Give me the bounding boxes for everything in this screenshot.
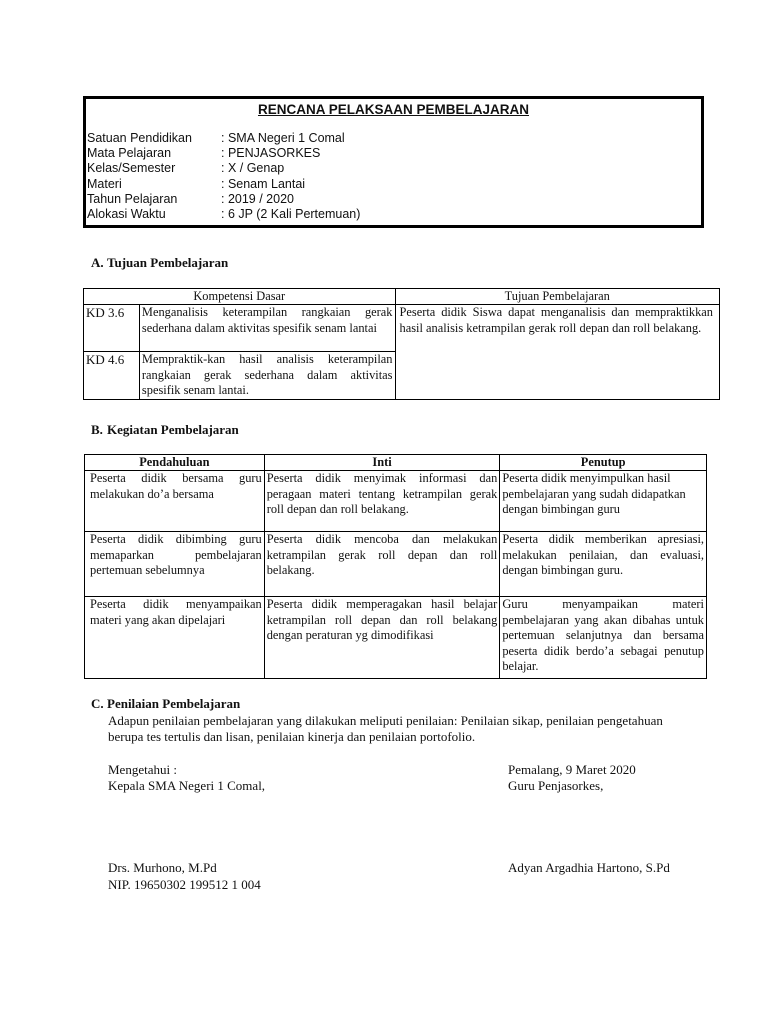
info-value: : SMA Negeri 1 Comal: [221, 131, 345, 145]
table-row: [85, 597, 707, 679]
rpp-header-box: [83, 96, 704, 228]
penilaian-line-2: berupa tes tertulis dan lisan, penilaian kinerja dan penilaian portofolio.: [108, 729, 476, 744]
section-a-heading: [91, 255, 228, 271]
table-header-row: [84, 289, 720, 305]
table-row: [84, 305, 720, 352]
header-penutup: Penutup: [500, 455, 707, 471]
section-number: A.: [91, 255, 104, 270]
kd-text: Mempraktik-kan hasil analisis keterampilan rangkaian gerak sederhana dalam aktivitas spesifik senam lantai.: [139, 352, 395, 400]
penutup-cell: Guru menyampaikan materi pembelajaran yang akan dibahas untuk pertemuan selanjutnya dan bersama peserta didik berdo’a sebagai penutup belajar.: [500, 597, 707, 679]
header-kompetensi: Kompetensi Dasar: [84, 289, 396, 305]
mengetahui-label: Mengetahui :: [108, 762, 177, 777]
section-number: B.: [91, 422, 103, 437]
header-tujuan: Tujuan Pembelajaran: [395, 289, 720, 305]
section-title: Penilaian Pembelajaran: [107, 696, 241, 711]
kd-text: Menganalisis keterampilan rangkaian gerak sederhana dalam aktivitas spesifik senam lantai: [139, 305, 395, 352]
tujuan-text: Peserta didik Siswa dapat menganalisis dan mempraktikkan hasil analisis ketrampilan gerak roll depan dan roll belakang.: [395, 305, 720, 400]
kepala-sekolah-label: Kepala SMA Negeri 1 Comal,: [108, 778, 266, 793]
info-value: : 2019 / 2020: [221, 191, 294, 206]
inti-cell: Peserta didik mencoba dan melakukan ketrampilan gerak roll depan dan roll belakang.: [264, 532, 500, 597]
kepala-sekolah-name: Drs. Murhono, M.Pd: [108, 860, 217, 875]
tujuan-table: [83, 288, 720, 400]
document-title: RENCANA PELAKSAAN PEMBELAJARAN: [257, 102, 529, 117]
info-row-kelas: [87, 161, 360, 176]
info-row-alokasi: [87, 207, 360, 222]
pendahuluan-cell: Peserta didik bersama guru melakukan do’a bersama: [85, 471, 265, 532]
header-inti: Inti: [264, 455, 500, 471]
pendahuluan-cell: Peserta didik menyampaikan materi yang akan dipelajari: [85, 597, 265, 679]
kepala-sekolah-nip: NIP. 19650302 199512 1 004: [108, 877, 261, 892]
info-label: Tahun Pelajaran: [87, 191, 178, 206]
kd-code: KD 3.6: [84, 305, 140, 352]
info-value: : Senam Lantai: [221, 176, 306, 191]
info-value: : PENJASORKES: [221, 146, 321, 161]
penutup-cell: Peserta didik menyimpulkan hasil pembelajaran yang sudah didapatkan dengan bimbingan guru: [500, 471, 707, 532]
guru-label: Guru Penjasorkes,: [508, 778, 604, 793]
inti-cell: Peserta didik menyimak informasi dan peragaan materi tentang ketrampilan gerak roll depan dan roll belakang.: [264, 471, 500, 532]
table-row: [85, 471, 707, 532]
header-pendahuluan: Pendahuluan: [85, 455, 265, 471]
section-b-heading: [91, 422, 239, 438]
penilaian-line-1: Adapun penilaian pembelajaran yang dilakukan meliputi penilaian: Penilaian sikap, penilaian pengetahuan: [108, 713, 663, 728]
info-label: Alokasi Waktu: [87, 207, 166, 222]
info-label: Materi: [87, 176, 122, 191]
place-date: Pemalang, 9 Maret 2020: [508, 762, 636, 777]
kegiatan-table: [84, 454, 707, 679]
section-number: C.: [91, 696, 104, 711]
info-value: : X / Genap: [221, 161, 285, 176]
info-value: : 6 JP (2 Kali Pertemuan): [221, 207, 361, 222]
guru-name: Adyan Argadhia Hartono, S.Pd: [508, 860, 670, 875]
pendahuluan-cell: Peserta didik dibimbing guru memaparkan pembelajaran pertemuan sebelumnya: [85, 532, 265, 597]
info-row-materi: [87, 177, 360, 192]
section-title: Kegiatan Pembelajaran: [107, 422, 239, 437]
info-label: Satuan Pendidikan: [87, 131, 192, 145]
identity-info: [87, 131, 360, 222]
info-label: Mata Pelajaran: [87, 146, 172, 161]
info-row-tahun: [87, 192, 360, 207]
section-title: Tujuan Pembelajaran: [107, 255, 229, 270]
table-row: [85, 532, 707, 597]
info-row-mapel: [87, 146, 360, 161]
table-header-row: [85, 455, 707, 471]
inti-cell: Peserta didik memperagakan hasil belajar ketrampilan roll depan dan roll belakang dengan peraturan yg dimodifikasi: [264, 597, 500, 679]
kd-code: KD 4.6: [84, 352, 140, 400]
info-row-satuan: [87, 131, 360, 146]
info-label: Kelas/Semester: [87, 161, 176, 176]
section-c-heading: [91, 696, 240, 712]
penutup-cell: Peserta didik memberikan apresiasi, melakukan penilaian, dan evaluasi, dengan bimbingan guru.: [500, 532, 707, 597]
